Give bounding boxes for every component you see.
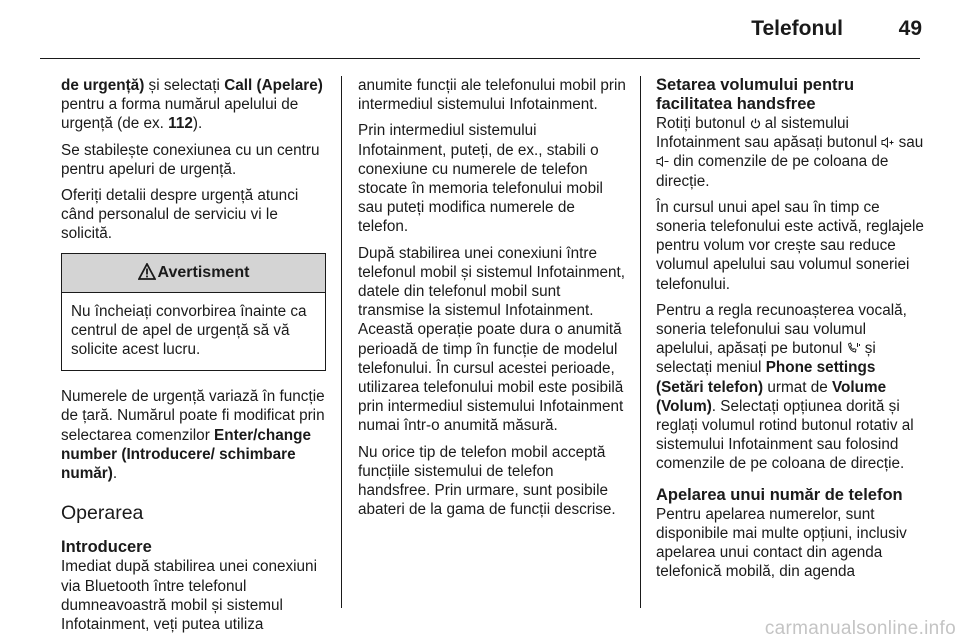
header-divider <box>40 58 920 59</box>
section-heading: Setarea volumului pentru facilitatea handsfree <box>656 76 855 113</box>
paragraph: Oferiți detalii despre urgență atunci când personalul de serviciu vi le solicită. <box>61 187 299 243</box>
column-2 <box>358 76 628 526</box>
column-divider-2 <box>640 76 641 608</box>
page-number: 49 <box>898 17 922 40</box>
warning-box <box>61 253 326 372</box>
section-heading: Operarea <box>61 502 144 525</box>
power-knob-icon <box>750 118 761 129</box>
page-title: Telefonul <box>751 17 843 40</box>
volume-down-icon <box>656 156 669 167</box>
watermark: carmanualsonline.info <box>764 618 956 639</box>
column-divider-1 <box>341 76 342 608</box>
warning-triangle-icon <box>138 263 156 280</box>
warning-header <box>62 254 325 293</box>
paragraph: După stabilirea unei conexiuni între telefonul mobil și sistemul Infotainment, datele din telefonul mobil sunt transmise la sistemul Infotainment. Această operație poate dura o anumită perioadă de timp în funcție de modelul telefonului. În cursul acestei perioade, utilizarea telefonului mobil este posibilă prin intermediul sistemului Infotainment numai într-o anumită măsură. <box>358 244 625 435</box>
paragraph: Imediat după stabilirea unei conexiuni via Bluetooth între telefonul dumneavoastră mobil și sistemul Infotainment, veți putea utiliza <box>61 558 317 634</box>
column-1 <box>61 76 326 641</box>
paragraph: Prin intermediul sistemului Infotainment, puteți, de ex., stabili o conexiune cu numerele de telefon stocate în memoria telefonului mobil sau puteți modifica numerele de telefon. <box>358 122 603 236</box>
warning-title: Avertisment <box>157 263 250 281</box>
paragraph: Rotiți butonul al sistemului Infotainment sau apăsați butonul sau din comenzile de pe coloana de direcție. <box>656 115 924 190</box>
paragraph: Pentru apelarea numerelor, sunt disponibile mai multe opțiuni, inclusiv apelarea unui contact din agenda telefonică mobilă, din agenda <box>656 505 907 581</box>
subsection-heading: Introducere <box>61 538 152 557</box>
paragraph: Se stabilește conexiunea cu un centru pentru apeluri de urgență. <box>61 141 320 178</box>
volume-up-icon <box>881 137 894 148</box>
paragraph: de urgență) și selectați Call (Apelare) pentru a forma numărul apelului de urgență (de ex. 112). <box>61 77 323 133</box>
section-heading: Apelarea unui număr de telefon <box>656 485 903 504</box>
paragraph: În cursul unui apel sau în timp ce soneria telefonului este activă, reglajele pentru volum vor crește sau reduce volumul apelului sau volumul soneriei telefonului. <box>656 198 924 293</box>
paragraph: Nu orice tip de telefon mobil acceptă funcțiile sistemului de telefon handsfree. Prin urmare, sunt posibile abateri de la gama de funcții descrise. <box>358 443 616 519</box>
warning-text: Nu încheiați convorbirea înainte ca centrul de apel de urgență să vă solicite acest lucru. <box>71 302 307 359</box>
paragraph: anumite funcții ale telefonului mobil prin intermediul sistemului Infotainment. <box>358 77 626 114</box>
column-3 <box>656 76 926 588</box>
phone-voice-icon <box>847 342 861 354</box>
paragraph: Numerele de urgență variază în funcție de țară. Numărul poate fi modificat prin selectarea comenzilor Enter/change number (Introducere/ schimbare număr). <box>61 388 325 483</box>
paragraph: Pentru a regla recunoașterea vocală, soneria telefonului sau volumul apelului, apăsați pe butonul și selectați meniul Phone settings (Setări telefon) urmat de Volume (Volum). Selectați opțiunea dorită și reglați volumul rotind butonul rotativ al sistemului Infotainment sau folosind comenzile de pe coloana de direcție. <box>656 301 914 473</box>
page-header <box>0 0 960 60</box>
